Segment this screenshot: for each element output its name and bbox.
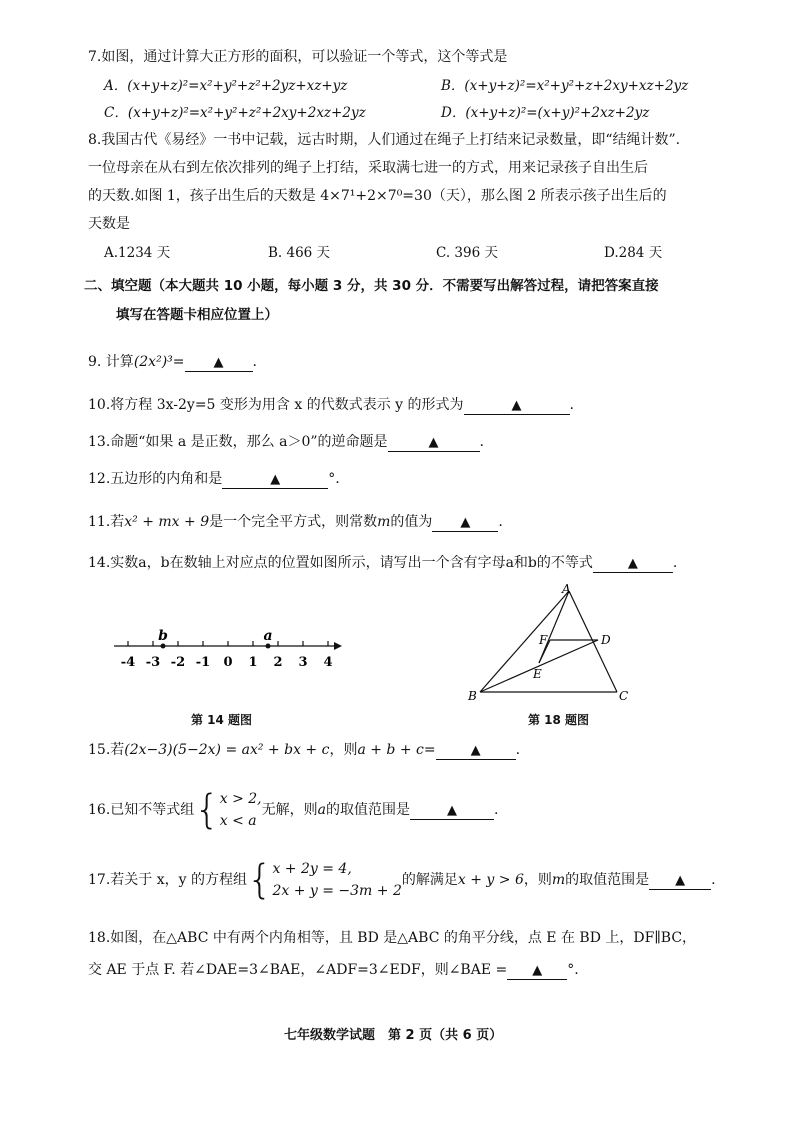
q10-answer-blank[interactable] xyxy=(464,397,570,415)
point-a-label: a xyxy=(263,628,273,644)
q17-system: x + 2y = 4, 2x + y = −3m + 2 xyxy=(272,861,402,899)
point-f-label: F xyxy=(539,633,548,647)
q8-line4: 天数是 xyxy=(88,216,130,232)
q13: 13.命题“如果 a 是正数，那么 a＞0”的逆命题是 ▲ . xyxy=(88,434,484,450)
section2-heading-cont: 填写在答题卡相应位置上） xyxy=(116,307,278,323)
page-footer: 七年级数学试题 第 2 页（共 6 页） xyxy=(284,1028,503,1043)
q11: 11.若x² + mx + 9是一个完全平方式，则常数m的值为 ▲ . xyxy=(88,514,503,530)
blank-marker-icon: ▲ xyxy=(213,355,224,370)
q15-expr: (2x−3)(5−2x) = ax² + bx + c xyxy=(124,742,330,758)
q11-expr: x² + mx + 9 xyxy=(124,514,210,530)
q14-answer-blank[interactable] xyxy=(593,555,673,573)
q8-line2: 一位母亲在从右到左依次排列的绳子上打结，采取满七进一的方式，用来记录孩子自出生后 xyxy=(88,160,648,176)
segment-bd xyxy=(480,640,598,692)
q15-answer-blank[interactable] xyxy=(436,742,516,760)
q14-text: 14.实数a，b在数轴上对应点的位置如图所示，请写出一个含有字母a和b的不等式 xyxy=(88,555,593,571)
q9-answer-blank[interactable] xyxy=(185,354,253,372)
tick-label: -4 xyxy=(120,655,136,670)
tick-label: -1 xyxy=(195,655,211,670)
point-b xyxy=(161,644,166,649)
point-e-label: E xyxy=(533,667,542,681)
tick-label: 3 xyxy=(298,655,308,670)
q9-eq: = xyxy=(172,354,185,370)
blank-marker-icon: ▲ xyxy=(460,515,471,530)
q14: 14.实数a，b在数轴上对应点的位置如图所示，请写出一个含有字母a和b的不等式 ▲ . xyxy=(88,555,678,571)
q10-text: 10.将方程 3x-2y=5 变形为用含 x 的代数式表示 y 的形式为 xyxy=(88,397,464,413)
q13-answer-blank[interactable] xyxy=(388,434,480,452)
q11-answer-blank[interactable] xyxy=(432,514,498,532)
q8-option-d: D.284 天 xyxy=(604,245,663,261)
q16: 16.已知不等式组{x > 2, x < a无解，则a的取值范围是 ▲ . xyxy=(88,787,499,833)
blank-marker-icon: ▲ xyxy=(675,873,686,888)
vertex-c-label: C xyxy=(619,689,629,703)
point-b-label: b xyxy=(158,628,168,644)
q9-expr: (2x²)³ xyxy=(133,354,173,370)
tick-label: 4 xyxy=(323,655,333,670)
q12-text: 12.五边形的内角和是 xyxy=(88,471,223,487)
q7-option-c: C．(x+y+z)²=x²+y²+z²+2xy+2xz+2yz xyxy=(104,105,366,121)
q8-option-c: C. 396 天 xyxy=(436,245,498,261)
triangle-figure xyxy=(462,582,642,712)
q7-option-a: A．(x+y+z)²=x²+y²+z²+2yz+xz+yz xyxy=(104,78,348,94)
side-ab xyxy=(480,591,569,692)
q12: 12.五边形的内角和是 ▲ °. xyxy=(88,471,340,487)
q7-stem: 7.如图，通过计算大正方形的面积，可以验证一个等式，这个等式是 xyxy=(88,49,508,65)
tick-label: 1 xyxy=(248,655,258,670)
q15: 15.若(2x−3)(5−2x) = ax² + bx + c，则a + b + c= ▲ . xyxy=(88,742,521,758)
q16-answer-blank[interactable] xyxy=(410,802,494,820)
brace-icon: { xyxy=(194,787,220,833)
blank-marker-icon: ▲ xyxy=(428,435,439,450)
q10: 10.将方程 3x-2y=5 变形为用含 x 的代数式表示 y 的形式为 ▲ . xyxy=(88,397,574,413)
caption-figure-18: 第 18 题图 xyxy=(528,713,590,727)
blank-marker-icon: ▲ xyxy=(270,472,281,487)
number-line-figure xyxy=(110,624,350,674)
tick-label: -2 xyxy=(170,655,186,670)
q18-line1: 18.如图，在△ABC 中有两个内角相等，且 BD 是△ABC 的角平分线，点 E 在 BD 上，DF∥BC， xyxy=(88,930,697,946)
q17: 17.若关于 x，y 的方程组{x + 2y = 4, 2x + y = −3m + 2的解满足x + y > 6，则m的取值范围是 ▲ . xyxy=(88,857,716,903)
q12-answer-blank[interactable] xyxy=(222,471,328,489)
blank-marker-icon: ▲ xyxy=(470,743,481,758)
q13-text: 13.命题“如果 a 是正数，那么 a＞0”的逆命题是 xyxy=(88,434,388,450)
caption-figure-14: 第 14 题图 xyxy=(191,713,253,727)
blank-marker-icon: ▲ xyxy=(446,803,457,818)
brace-icon: { xyxy=(246,857,273,903)
q9: 9. 计算(2x²)³= ▲ . xyxy=(88,354,257,370)
tick-label: 2 xyxy=(273,655,283,670)
q8-line1: 8.我国古代《易经》一书中记载，远古时期，人们通过在绳子上打结来记录数量，即“结绳计数”. xyxy=(88,132,681,148)
arrow-right-icon xyxy=(334,642,342,650)
q18-line2: 交 AE 于点 F. 若∠DAE=3∠BAE，∠ADF=3∠EDF，则∠BAE = ▲ °. xyxy=(88,962,579,978)
q7-option-d: D．(x+y+z)²=(x+y)²+2xz+2yz xyxy=(441,105,650,121)
q7-option-b: B．(x+y+z)²=x²+y²+z+2xy+xz+2yz xyxy=(441,78,689,94)
blank-marker-icon: ▲ xyxy=(627,556,638,571)
q8-option-b: B. 466 天 xyxy=(268,245,331,261)
vertex-b-label: B xyxy=(468,689,477,703)
section2-heading: 二、填空题（本大题共 10 小题，每小题 3 分，共 30 分．不需要写出解答过程，请把答案直接 xyxy=(84,278,659,294)
q18-answer-blank[interactable] xyxy=(507,962,567,980)
q16-system: x > 2, x < a xyxy=(219,791,262,829)
q17-answer-blank[interactable] xyxy=(649,872,711,890)
segment-ae xyxy=(539,591,569,663)
point-d-label: D xyxy=(601,633,611,647)
blank-marker-icon: ▲ xyxy=(532,963,543,978)
tick-label: 0 xyxy=(223,655,233,670)
q9-pre: 9. 计算 xyxy=(88,354,134,370)
tick-label: -3 xyxy=(145,655,161,670)
q8-option-a: A.1234 天 xyxy=(104,245,171,261)
blank-marker-icon: ▲ xyxy=(511,398,522,413)
point-a xyxy=(266,644,271,649)
q8-line3: 的天数.如图 1，孩子出生后的天数是 4×7¹+2×7⁰=30（天），那么图 2 所表示孩子出生后的 xyxy=(88,188,667,204)
vertex-a-label: A xyxy=(562,582,571,596)
